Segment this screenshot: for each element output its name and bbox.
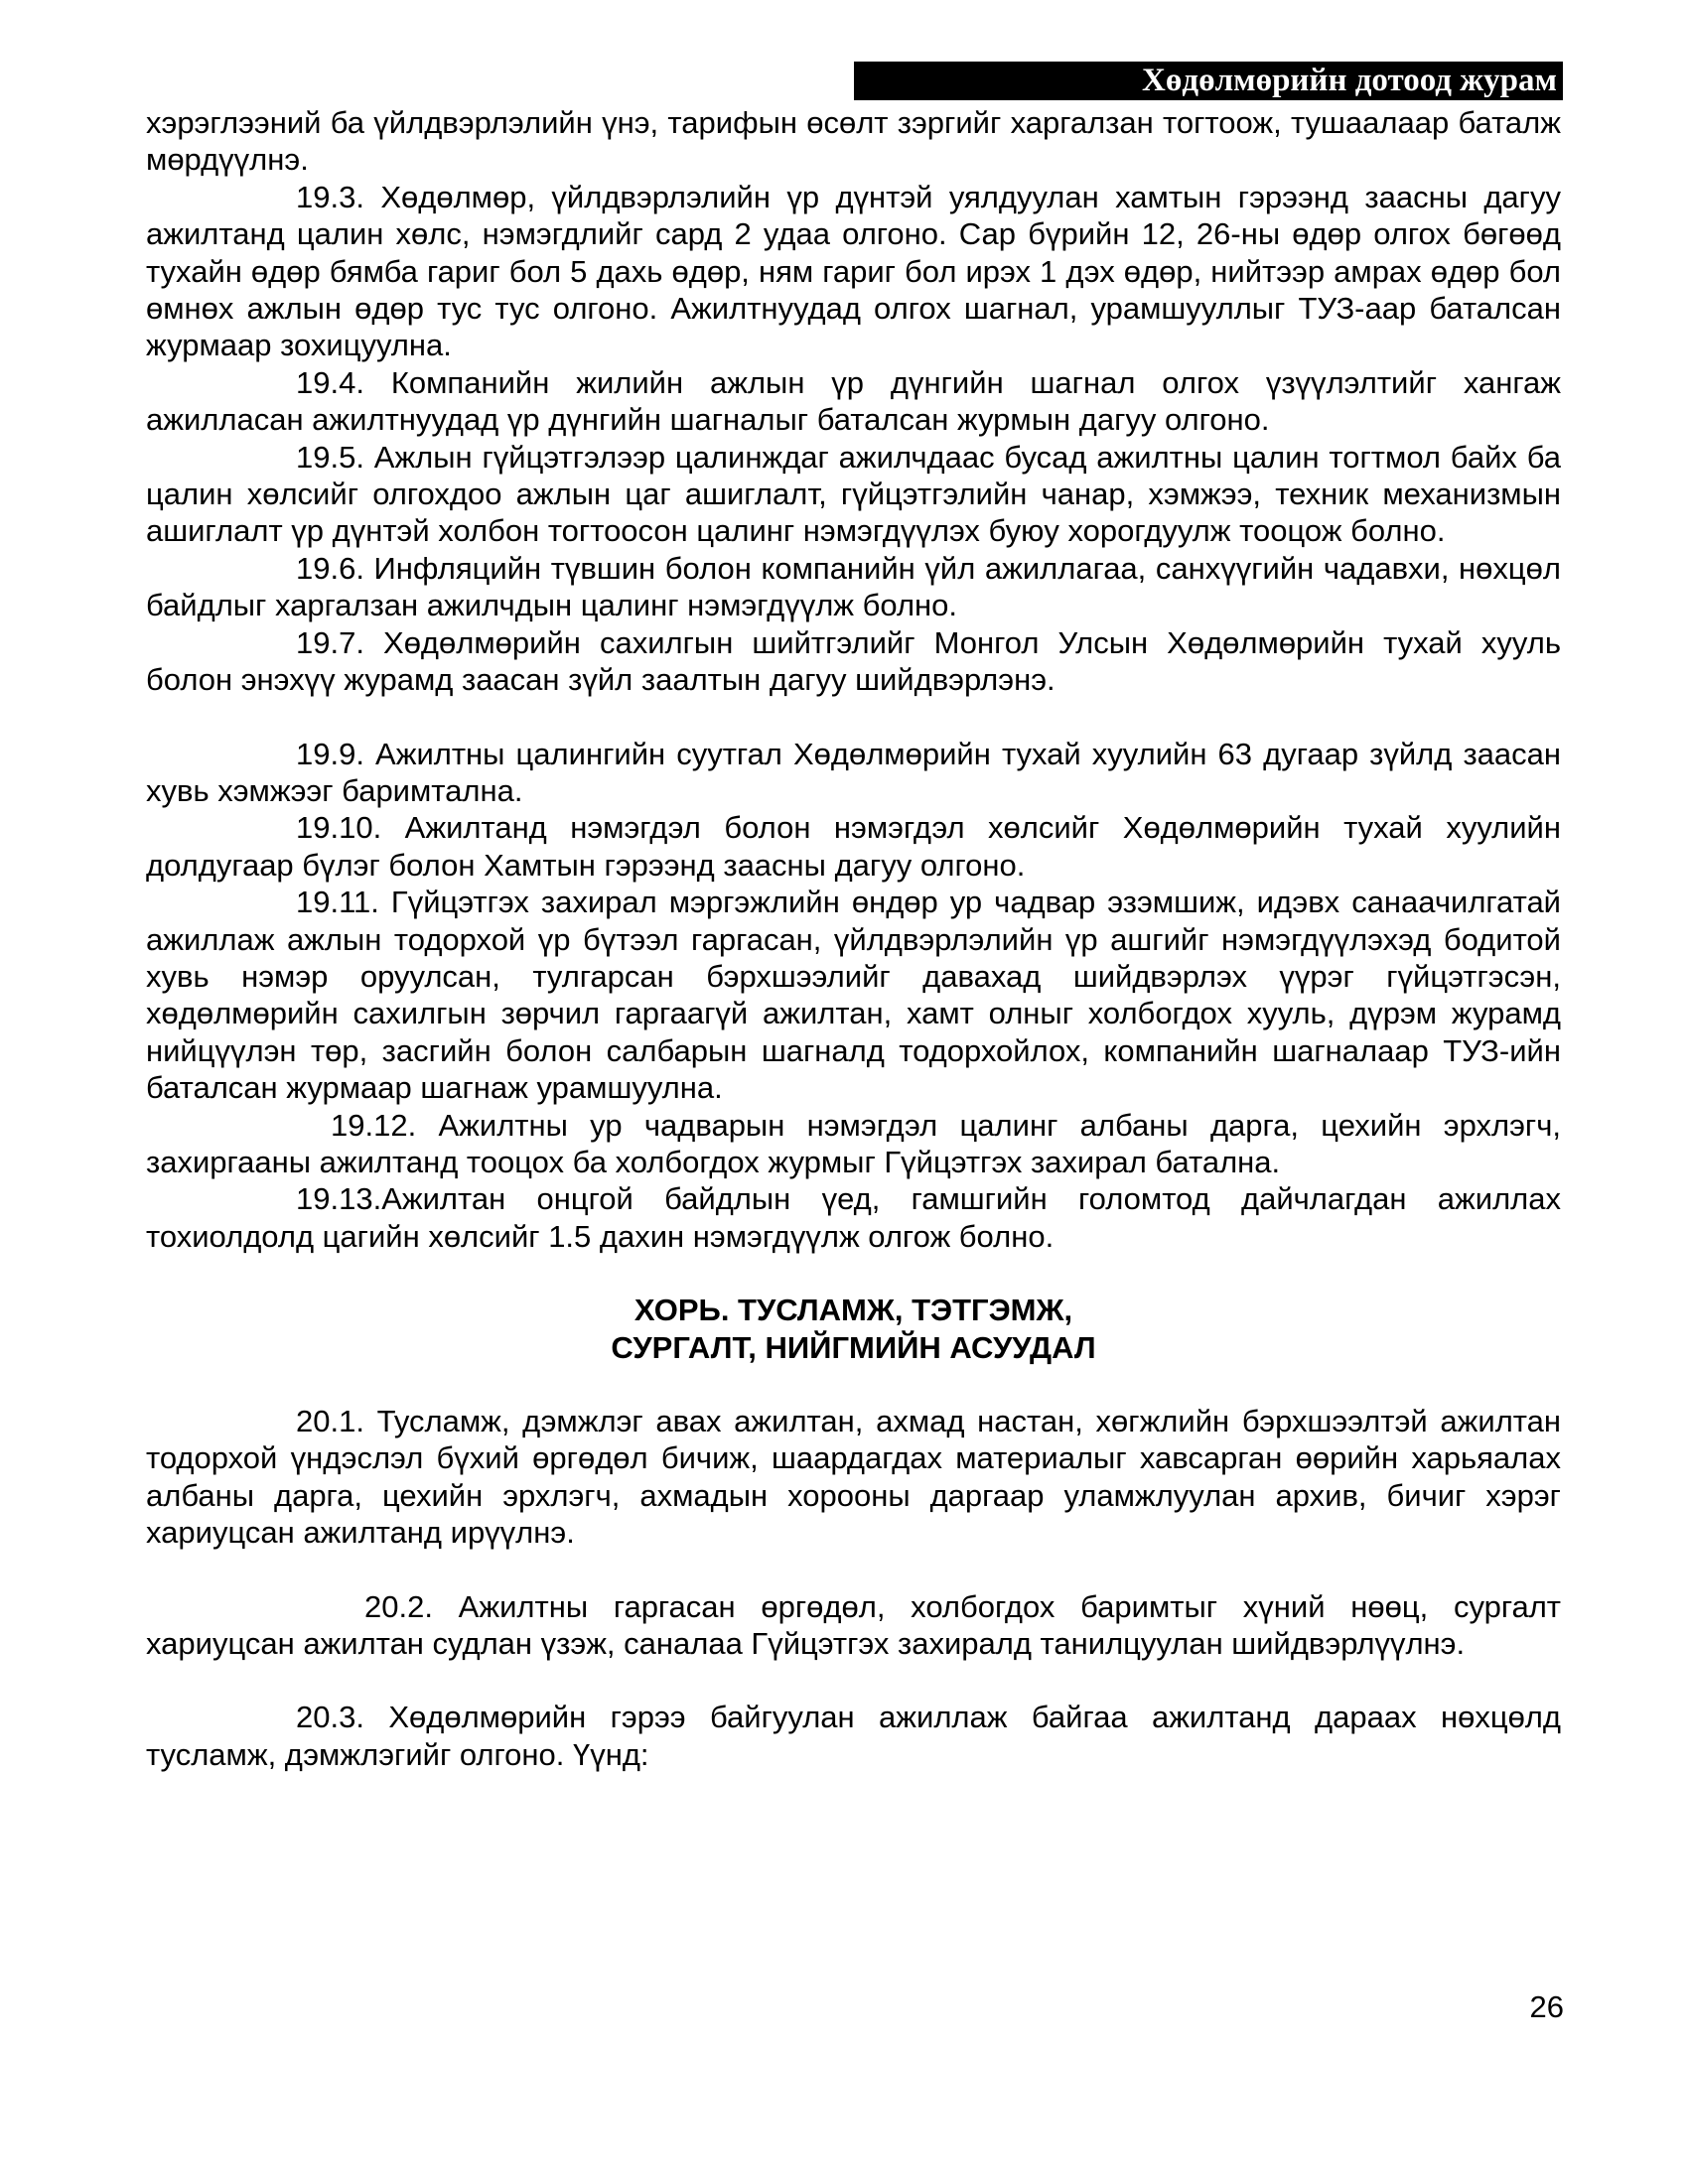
blank-line	[146, 1255, 1561, 1292]
paragraph-20-2: 20.2. Ажилтны гаргасан өргөдөл, холбогдох баримтыг хүний нөөц, сургалт хариуцсан ажилтан судлан үзэж, саналаа Гүйцэтгэх захиралд танилцуулан шийдвэрлүүлнэ.	[146, 1588, 1561, 1662]
section-heading-line-2: СУРГАЛТ, НИЙГМИЙН АСУУДАЛ	[611, 1329, 1096, 1365]
document-body	[146, 104, 1561, 1773]
paragraph-19-5: 19.5. Ажлын гүйцэтгэлээр цалинждаг ажилчдаас бусад ажилтны цалин тогтмол байх ба цалин хөлсийг олгохдоо ажлын цаг ашиглалт, гүйцэтгэлийн чанар, хэмжээ, техник механизмын ашиглалт үр дүнтэй холбон тогтоосон цалинг нэмэгдүүлэх буюу хорогдуулж тооцож болно.	[146, 439, 1561, 549]
paragraph-19-6: 19.6. Инфляцийн түвшин болон компанийн үйл ажиллагаа, санхүүгийн чадавхи, нөхцөл байдлыг харгалзан ажилчдын цалинг нэмэгдүүлж болно.	[146, 550, 1561, 623]
paragraph-continuation: хэрэглээний ба үйлдвэрлэлийн үнэ, тарифын өсөлт зэргийг харгалзан тогтоож, тушаалаар баталж мөрдүүлнэ.	[146, 105, 1561, 178]
page-header-bar	[854, 62, 1563, 100]
paragraph-19-4: 19.4. Компанийн жилийн ажлын үр дүнгийн шагнал олгох үзүүлэлтийг хангаж ажилласан ажилтнуудад үр дүнгийн шагналыг баталсан журмын дагуу олгоно.	[146, 364, 1561, 438]
blank-line	[146, 1366, 1561, 1403]
blank-line	[146, 1552, 1561, 1588]
page-number: 26	[1529, 1989, 1564, 2024]
section-heading-line-1: ХОРЬ. ТУСЛАМЖ, ТЭТГЭМЖ,	[633, 1293, 1073, 1328]
paragraph-19-10: 19.10. Ажилтанд нэмэгдэл болон нэмэгдэл хөлсийг Хөдөлмөрийн тухай хуулийн долдугаар бүлэг болон Хамтын гэрээнд заасны дагуу олгоно.	[146, 810, 1561, 883]
blank-line	[146, 1662, 1561, 1699]
paragraph-19-9: 19.9. Ажилтны цалингийн суутгал Хөдөлмөрийн тухай хуулийн 63 дугаар зүйлд заасан хувь хэмжээг баримтална.	[146, 736, 1561, 808]
header-title: Хөдөлмөрийн дотоод журам	[1142, 63, 1557, 98]
paragraph-20-1: 20.1. Тусламж, дэмжлэг авах ажилтан, ахмад настан, хөгжлийн бэрхшээлтэй ажилтан тодорхой үндэслэл бүхий өргөдөл бичиж, шаардагдах материалыг хавсарган өөрийн харьяалах албаны дарга, цехийн эрхлэгч, ахмадын хорооны даргаар уламжлуулан архив, бичиг хэрэг хариуцсан ажилтанд ирүүлнэ.	[146, 1404, 1561, 1551]
paragraph-19-12: 19.12. Ажилтны ур чадварын нэмэгдэл цалинг албаны дарга, цехийн эрхлэгч, захиргааны ажилтанд тооцох ба холбогдох журмыг Гүйцэтгэх захирал батална.	[146, 1107, 1561, 1179]
paragraph-20-3: 20.3. Хөдөлмөрийн гэрээ байгуулан ажиллаж байгаа ажилтанд дараах нөхцөлд тусламж, дэмжлэгийг олгоно. Үүнд:	[146, 1700, 1561, 1772]
paragraph-19-13: 19.13.Ажилтан онцгой байдлын үед, гамшгийн голомтод дайчлагдан ажиллах тохиолдолд цагийн хөлсийг 1.5 дахин нэмэгдүүлж олгож болно.	[146, 1181, 1561, 1254]
paragraph-19-7: 19.7. Хөдөлмөрийн сахилгын шийтгэлийг Монгол Улсын Хөдөлмөрийн тухай хууль болон энэхүү журамд заасан зүйл заалтын дагуу шийдвэрлэнэ.	[146, 624, 1561, 698]
paragraph-19-3: 19.3. Хөдөлмөр, үйлдвэрлэлийн үр дүнтэй уялдуулан хамтын гэрээнд заасны дагуу ажилтанд цалин хөлс, нэмэгдлийг сард 2 удаа олгоно. Сар бүрийн 12, 26-ны өдөр олгох бөгөөд тухайн өдөр бямба гариг бол 5 дахь өдөр, ням гариг бол ирэх 1 дэх өдөр, нийтээр амрах өдөр бол өмнөх ажлын өдөр тус тус олгоно. Ажилтнуудад олгох шагнал, урамшууллыг ТУЗ-аар баталсан журмаар зохицуулна.	[146, 179, 1561, 363]
blank-line	[146, 699, 1561, 736]
paragraph-19-11: 19.11. Гүйцэтгэх захирал мэргэжлийн өндөр ур чадвар эзэмшиж, идэвх санаачилгатай ажиллаж ажлын тодорхой үр бүтээл гаргасан, үйлдвэрлэлийн үр ашгийг нэмэгдүүлэхэд бодитой хувь нэмэр оруулсан, тулгарсан бэрхшээлийг давахад шийдвэрлэх үүрэг гүйцэтгэсэн, хөдөлмөрийн сахилгын зөрчил гаргаагүй ажилтан, хамт олныг холбогдох хууль, дүрэм журамд нийцүүлэн төр, засгийн болон салбарын шагналд тодорхойлох, компанийн шагналаар ТУЗ-ийн баталсан журмаар шагнаж урамшуулна.	[146, 885, 1561, 1106]
